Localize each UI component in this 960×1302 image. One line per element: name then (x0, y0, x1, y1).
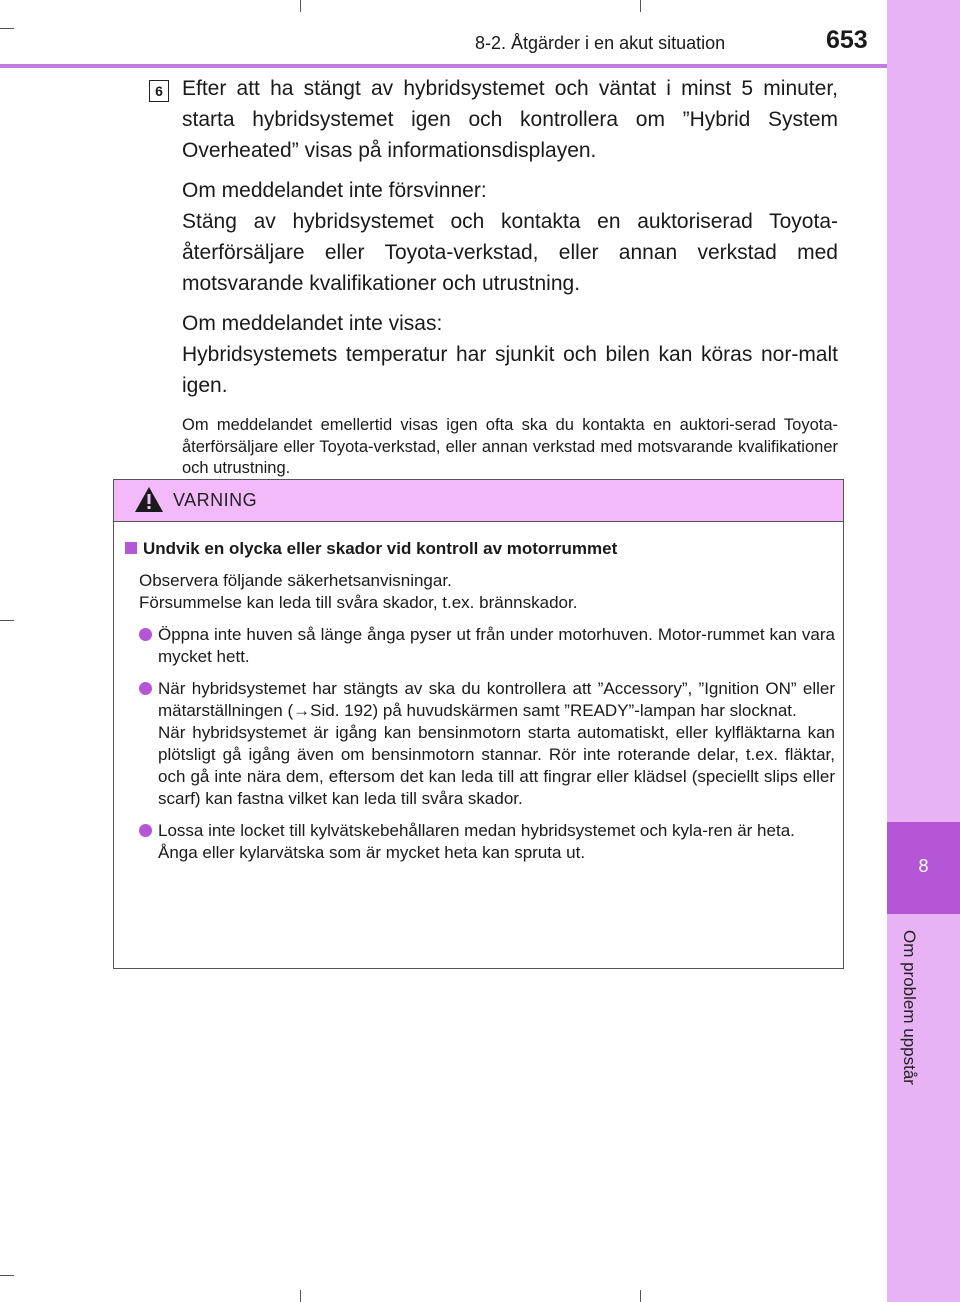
chapter-number-tab[interactable] (887, 822, 960, 914)
warning-bullet (139, 624, 835, 668)
step-content (182, 73, 838, 480)
warning-bullet (139, 678, 835, 810)
warning-bullet-line: Lossa inte locket till kylvätskebehållaren medan hybridsystemet och kyla-ren är heta. (158, 821, 795, 840)
warning-bullet-text (158, 820, 835, 864)
crop-mark (0, 28, 14, 29)
circle-bullet-icon (139, 824, 152, 837)
crop-mark (640, 0, 641, 12)
page-number: 653 (826, 26, 868, 54)
circle-bullet-icon (139, 682, 152, 695)
warning-intro (139, 570, 835, 614)
section-title: 8-2. Åtgärder i en akut situation (475, 33, 726, 53)
step-paragraph: Om meddelandet inte visas: (182, 312, 443, 335)
crop-mark (300, 0, 301, 12)
chapter-label: Om problem uppstår (900, 930, 919, 1085)
square-bullet-icon (125, 542, 137, 554)
warning-triangle-icon (134, 486, 164, 513)
warning-label: VARNING (173, 490, 258, 510)
warning-title (122, 538, 835, 560)
crop-mark (300, 1290, 301, 1302)
header-rule (0, 64, 887, 68)
warning-bullet-line: När hybridsystemet har stängts av ska du kontrollera att ”Accessory”, ”Ignition ON” eller mätarställningen (→Sid. 192) på huvudskärmen samt ”READY”-lampan har slocknat. (158, 679, 835, 720)
warning-bullet-line: Ånga eller kylarvätska som är mycket heta kan spruta ut. (158, 843, 586, 862)
warning-bullet-line: När hybridsystemet är igång kan bensinmotorn starta automatiskt, eller kylfläktarna kan plötsligt gå igång även om bensinmotorn stannar. Rör inte roterande delar, t.ex. fläktar, och gå inte nära dem, eftersom det kan leda till att fingrar eller klädsel (speciellt slips eller scarf) kan fastna vilket kan leda till svåra skador. (158, 723, 835, 808)
step-paragraph: Efter att ha stängt av hybridsystemet och väntat i minst 5 minuter, starta hybridsystemet igen och kontrollera om ”Hybrid System Overheated” visas på informationsdisplayen. (182, 77, 838, 162)
step-paragraph: Hybridsystemets temperatur har sjunkit och bilen kan köras nor-malt igen. (182, 343, 838, 397)
circle-bullet-icon (139, 628, 152, 641)
chapter-number: 8 (918, 856, 929, 876)
step-note: Om meddelandet emellertid visas igen ofta ska du kontakta en auktori-serad Toyota-återförsäljare eller Toyota-verkstad, eller annan verkstad med motsvarande kvalifikationer och utrustning. (182, 416, 838, 477)
warning-body (114, 522, 843, 864)
warning-title-text: Undvik en olycka eller skador vid kontroll av motorrummet (143, 539, 618, 558)
warning-bullet-text: Öppna inte huven så länge ånga pyser ut från under motorhuven. Motor-rummet kan vara mycket hett. (158, 625, 835, 666)
step-paragraph: Om meddelandet inte försvinner: (182, 179, 487, 202)
step-paragraph: Stäng av hybridsystemet och kontakta en auktoriserad Toyota-återförsäljare eller Toyota-verkstad, eller annan verkstad med motsvarande kvalifikationer och utrustning. (182, 210, 838, 295)
crop-mark (0, 620, 14, 621)
warning-bullet (139, 820, 835, 864)
warning-intro-line: Observera följande säkerhetsanvisningar. (139, 571, 452, 590)
crop-mark (0, 1275, 14, 1276)
crop-mark (640, 1290, 641, 1302)
warning-intro-line: Försummelse kan leda till svåra skador, t.ex. brännskador. (139, 593, 578, 612)
warning-box (113, 479, 844, 969)
step-number-badge: 6 (149, 80, 169, 102)
warning-header (114, 480, 843, 522)
warning-bullet-text (158, 678, 835, 810)
